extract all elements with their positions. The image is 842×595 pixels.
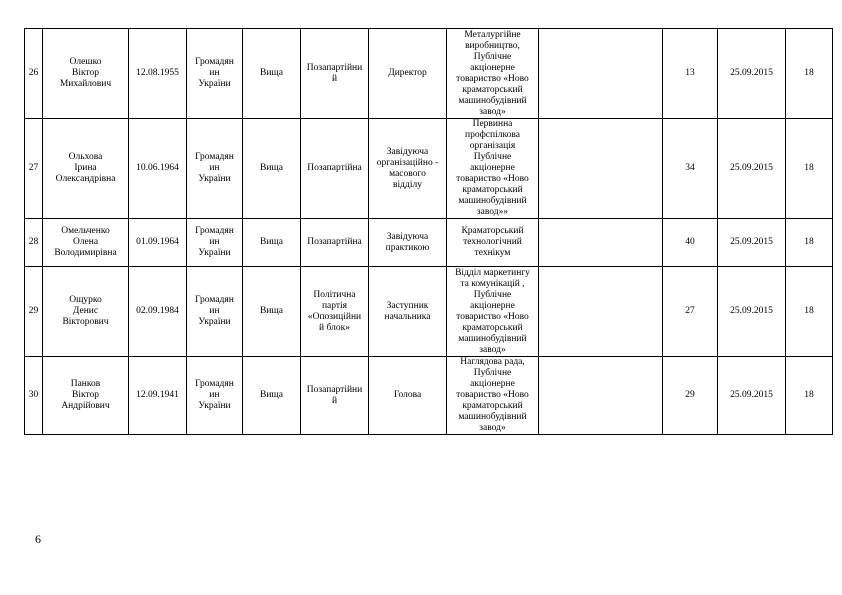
position-cell xyxy=(369,119,447,219)
workplace-cell xyxy=(447,267,539,357)
workplace-cell-line: машинобудівний xyxy=(458,196,527,206)
party-cell xyxy=(301,357,369,435)
party-cell-line: Позапартійни xyxy=(306,62,363,73)
count-cell: 13 xyxy=(663,29,718,119)
position-cell-line: начальника xyxy=(384,311,431,322)
party-cell-line: й xyxy=(331,73,338,84)
workplace-cell-line: завод» xyxy=(479,423,506,433)
table-row xyxy=(25,219,833,267)
citizenship-cell-line: ин xyxy=(209,390,220,400)
workplace-cell-line: краматорський xyxy=(462,322,523,333)
table-row xyxy=(25,119,833,219)
position-cell-line: організаційно - xyxy=(376,157,439,168)
citizenship-cell xyxy=(187,357,243,435)
citizenship-cell-line: Громадян xyxy=(195,57,234,67)
empty-cell xyxy=(539,119,663,219)
full-name-cell-line: Віктор xyxy=(72,390,99,400)
workplace-cell-line: акціонерне xyxy=(470,163,515,173)
workplace-cell-line: та комунікацій , xyxy=(460,278,525,289)
birth-date-cell: 01.09.1964 xyxy=(129,219,187,267)
position-cell-line: Завідуюча xyxy=(386,146,429,157)
citizenship-cell-line: України xyxy=(198,317,231,327)
citizenship-cell-line: ин xyxy=(209,306,220,316)
date-cell: 25.09.2015 xyxy=(718,29,786,119)
workplace-cell-line: машинобудівний xyxy=(458,333,527,344)
full-name-cell xyxy=(43,357,129,435)
row-number-cell: 30 xyxy=(25,357,43,435)
workplace-cell-line: Первинна xyxy=(472,119,513,129)
workplace-cell xyxy=(447,119,539,219)
full-name-cell-line: Омельченко xyxy=(61,226,110,236)
workplace-cell-line: краматорський xyxy=(462,401,523,411)
workplace-cell-line: акціонерне xyxy=(470,300,515,311)
full-name-cell xyxy=(43,119,129,219)
full-name-cell-line: Ірина xyxy=(74,163,97,173)
count-cell: 34 xyxy=(663,119,718,219)
position-cell-line: Завідуюча xyxy=(386,231,429,242)
citizenship-cell-line: України xyxy=(198,248,231,258)
workplace-cell-line: машинобудівний xyxy=(458,412,527,422)
full-name-cell-line: Вікторович xyxy=(62,317,109,327)
citizenship-cell xyxy=(187,219,243,267)
citizenship-cell-line: ин xyxy=(209,237,220,247)
citizenship-cell-line: ин xyxy=(209,68,220,78)
education-cell: Вища xyxy=(243,219,301,267)
workplace-cell-line: Публічне xyxy=(473,51,512,62)
full-name-cell-line: Панков xyxy=(70,379,101,389)
citizenship-cell-line: Громадян xyxy=(195,295,234,305)
workplace-cell-line: товариство «Ново xyxy=(456,390,529,400)
workplace-cell-line: Краматорський xyxy=(461,226,524,236)
workplace-cell-line: організація xyxy=(469,141,516,151)
code-cell: 18 xyxy=(786,29,833,119)
citizenship-cell xyxy=(187,267,243,357)
full-name-cell-line: Олешко xyxy=(69,57,102,67)
party-cell-line: й xyxy=(331,395,338,406)
date-cell: 25.09.2015 xyxy=(718,219,786,267)
workplace-cell xyxy=(447,357,539,435)
table-row xyxy=(25,29,833,119)
party-cell-line: партія xyxy=(321,300,348,311)
code-cell: 18 xyxy=(786,357,833,435)
education-cell: Вища xyxy=(243,357,301,435)
position-cell-line: масового xyxy=(389,168,426,179)
workplace-cell-line: Публічне xyxy=(473,368,512,378)
code-cell: 18 xyxy=(786,119,833,219)
workplace-cell-line: завод» xyxy=(479,106,506,117)
code-cell: 18 xyxy=(786,267,833,357)
date-cell: 25.09.2015 xyxy=(718,267,786,357)
party-cell xyxy=(301,219,369,267)
full-name-cell-line: Віктор xyxy=(72,68,99,78)
party-cell-line: Позапартійни xyxy=(306,384,363,395)
birth-date-cell: 02.09.1984 xyxy=(129,267,187,357)
workplace-cell xyxy=(447,219,539,267)
citizenship-cell-line: України xyxy=(198,174,231,184)
party-cell xyxy=(301,267,369,357)
empty-cell xyxy=(539,267,663,357)
full-name-cell-line: Володимирівна xyxy=(54,248,117,258)
row-number-cell: 27 xyxy=(25,119,43,219)
candidates-table xyxy=(24,28,833,435)
full-name-cell-line: Олександрівна xyxy=(55,174,116,184)
count-cell: 27 xyxy=(663,267,718,357)
row-number-cell: 28 xyxy=(25,219,43,267)
workplace-cell-line: Публічне xyxy=(473,289,512,300)
party-cell xyxy=(301,29,369,119)
workplace-cell-line: технологічний xyxy=(463,237,522,247)
table-row xyxy=(25,357,833,435)
workplace-cell-line: технікум xyxy=(474,248,511,258)
position-cell xyxy=(369,29,447,119)
workplace-cell-line: товариство «Ново xyxy=(456,311,529,322)
position-cell-line: Голова xyxy=(393,390,422,400)
count-cell: 40 xyxy=(663,219,718,267)
citizenship-cell xyxy=(187,29,243,119)
position-cell-line: Заступник xyxy=(386,300,429,311)
party-cell xyxy=(301,119,369,219)
party-cell-line: Політична xyxy=(313,289,356,300)
full-name-cell-line: Андрійович xyxy=(61,401,110,411)
workplace-cell-line: Металургійне xyxy=(464,29,521,40)
workplace-cell-line: профспілкова xyxy=(465,130,520,140)
workplace-cell-line: товариство «Ново xyxy=(456,174,529,184)
row-number-cell: 29 xyxy=(25,267,43,357)
party-cell-line: «Опозиційни xyxy=(307,311,362,322)
workplace-cell-line: краматорський xyxy=(462,185,523,195)
party-cell-line: Позапартійна xyxy=(307,237,362,247)
workplace-cell-line: акціонерне xyxy=(470,379,515,389)
workplace-cell-line: товариство «Ново xyxy=(456,73,529,84)
workplace-cell-line: виробництво, xyxy=(465,40,520,51)
position-cell xyxy=(369,357,447,435)
party-cell-line: й блок» xyxy=(319,322,350,333)
position-cell-line: практикою xyxy=(385,242,430,253)
empty-cell xyxy=(539,219,663,267)
position-cell-line: відділу xyxy=(393,179,422,190)
code-cell: 18 xyxy=(786,219,833,267)
birth-date-cell: 10.06.1964 xyxy=(129,119,187,219)
citizenship-cell xyxy=(187,119,243,219)
position-cell xyxy=(369,267,447,357)
full-name-cell-line: Ольхова xyxy=(68,152,103,162)
citizenship-cell-line: України xyxy=(198,79,231,89)
party-cell-line: Позапартійна xyxy=(307,163,362,173)
full-name-cell-line: Денис xyxy=(72,306,99,316)
position-cell-line: Директор xyxy=(388,68,427,78)
table-row xyxy=(25,267,833,357)
workplace-cell-line: машинобудівний xyxy=(458,95,527,106)
workplace-cell-line: завод»» xyxy=(476,207,509,217)
workplace-cell-line: завод» xyxy=(479,344,506,355)
citizenship-cell-line: Громадян xyxy=(195,226,234,236)
birth-date-cell: 12.09.1941 xyxy=(129,357,187,435)
full-name-cell-line: Олена xyxy=(72,237,99,247)
citizenship-cell-line: Громадян xyxy=(195,379,234,389)
full-name-cell xyxy=(43,29,129,119)
education-cell: Вища xyxy=(243,267,301,357)
workplace-cell-line: Відділ маркетингу xyxy=(455,267,530,278)
full-name-cell-line: Михайлович xyxy=(59,79,112,89)
workplace-cell-line: акціонерне xyxy=(470,62,515,73)
date-cell: 25.09.2015 xyxy=(718,119,786,219)
count-cell: 29 xyxy=(663,357,718,435)
page-number: 6 xyxy=(35,532,41,546)
citizenship-cell-line: ин xyxy=(209,163,220,173)
full-name-cell-line: Ощурко xyxy=(69,295,102,305)
workplace-cell-line: краматорський xyxy=(462,84,523,95)
position-cell xyxy=(369,219,447,267)
education-cell: Вища xyxy=(243,119,301,219)
workplace-cell-line: Наглядова рада, xyxy=(460,357,525,367)
workplace-cell-line: Публічне xyxy=(473,152,512,162)
citizenship-cell-line: України xyxy=(198,401,231,411)
empty-cell xyxy=(539,357,663,435)
education-cell: Вища xyxy=(243,29,301,119)
empty-cell xyxy=(539,29,663,119)
birth-date-cell: 12.08.1955 xyxy=(129,29,187,119)
full-name-cell xyxy=(43,267,129,357)
date-cell: 25.09.2015 xyxy=(718,357,786,435)
full-name-cell xyxy=(43,219,129,267)
row-number-cell: 26 xyxy=(25,29,43,119)
workplace-cell xyxy=(447,29,539,119)
citizenship-cell-line: Громадян xyxy=(195,152,234,162)
